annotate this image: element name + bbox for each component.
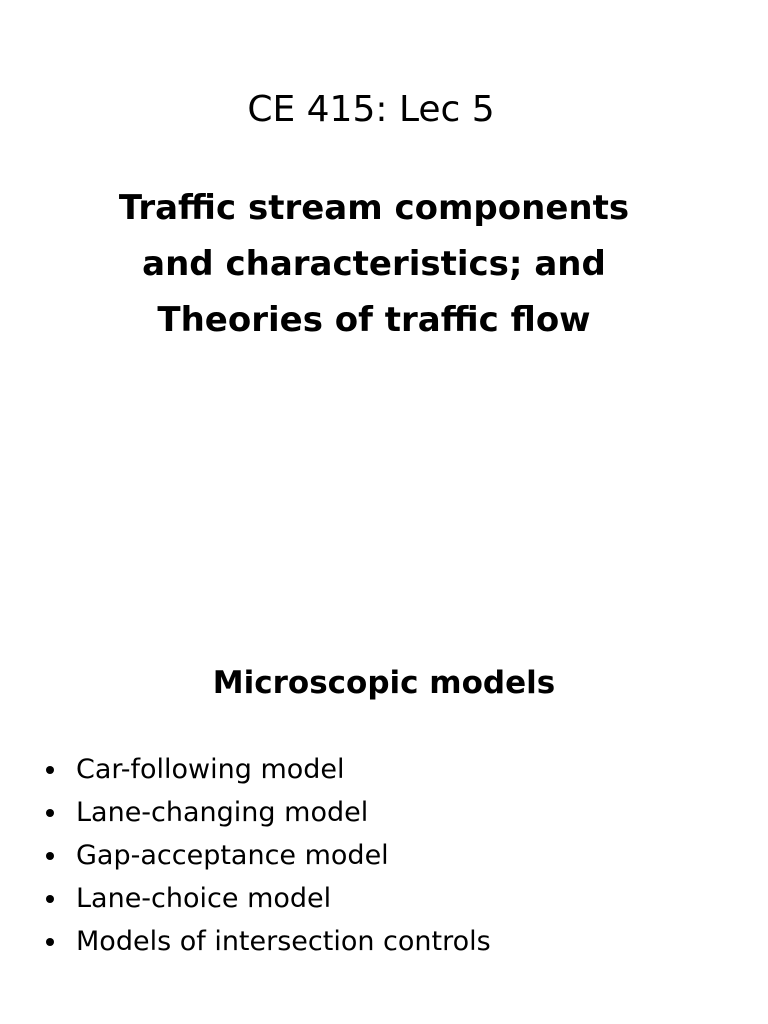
bullet-icon [46,809,54,817]
list-item [46,834,491,877]
bullet-icon [46,852,54,860]
list-item [46,920,491,963]
list-item-label: Car-following model [76,754,345,785]
bullet-icon [46,766,54,774]
list-item-label: Lane-changing model [76,797,369,828]
bullet-icon [46,938,54,946]
course-title: CE 415: Lec 5 [247,89,495,130]
list-item-label: Models of intersection controls [76,926,491,957]
list-item-label: Gap-acceptance model [76,840,389,871]
list-item-label: Lane-choice model [76,883,332,914]
list-item [46,877,491,920]
model-list [46,748,491,963]
bullet-icon [46,895,54,903]
list-item [46,791,491,834]
lecture-title [0,180,748,348]
lecture-title-line-1: Traffic stream components [118,188,630,228]
section-heading: Microscopic models [212,665,556,701]
lecture-title-line-2: and characteristics; and [142,244,606,284]
list-item [46,748,491,791]
lecture-title-line-3: Theories of traffic flow [157,300,591,340]
